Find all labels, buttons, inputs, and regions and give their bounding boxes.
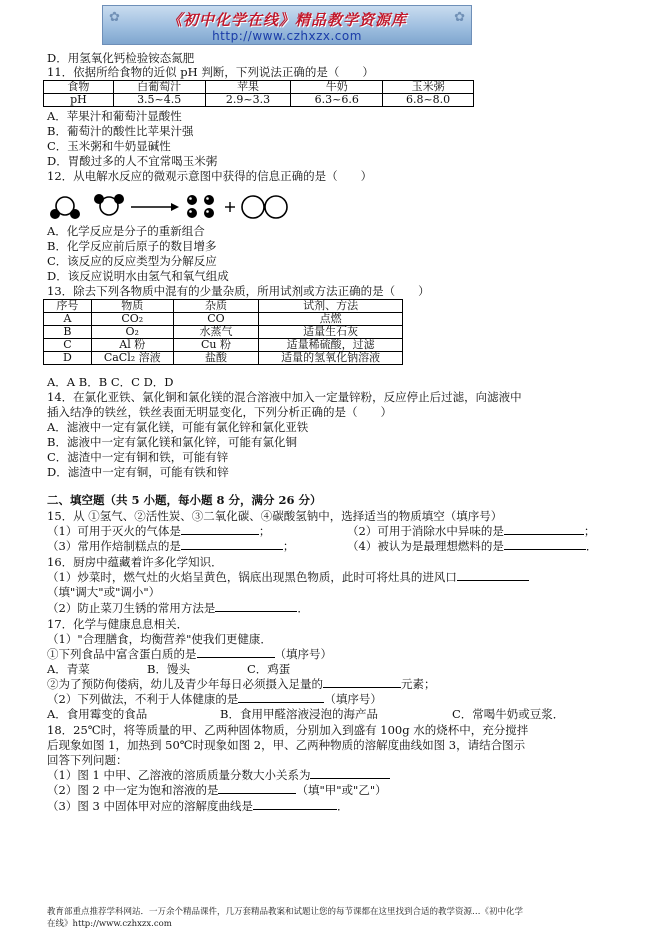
answer-blank[interactable] [197,647,275,658]
q17-stem: 17．化学与健康息息相关． [47,617,189,631]
q17-sub1-option-a: A．青菜 [47,662,90,676]
table-cell: 2.9~3.3 [205,94,291,107]
q14-option-c: C．滤渣中一定有铜和铁，可能有锌 [47,450,229,464]
watermark-glyph: ✿ [454,10,465,25]
q16-part2: （2）防止菜刀生锈的常用方法是 ． [47,601,309,615]
table-cell: 6.3~6.6 [291,94,383,107]
q12-option-a: A．化学反应是分子的重新组合 [47,224,205,238]
q11-option-b: B．葡萄汁的酸性比苹果汁强 [47,124,194,138]
answer-blank[interactable] [504,524,584,535]
q18-part3: （3）图 3 中固体甲对应的溶解度曲线是 ． [47,799,349,813]
q16-part1-hint: （填"调大"或"调小"） [47,585,161,599]
table-cell: 3.5~4.5 [113,94,205,107]
electrolysis-diagram [47,190,299,224]
answer-blank[interactable] [310,768,390,779]
answer-blank[interactable] [504,539,586,550]
answer-blank[interactable] [253,799,337,810]
table-cell: B [44,326,92,339]
q16-part2-text: （2）防止菜刀生锈的常用方法是 [47,601,216,615]
table-row [44,313,403,326]
table-cell: CO₂ [91,313,173,326]
q17-part2 [47,692,382,706]
banner-url[interactable]: http://www.czhxzx.com [212,29,362,43]
q12-option-c: C．该反应的反应类型为分解反应 [47,254,217,268]
q17-sub1-tail: （填序号） [274,647,332,661]
q11-option-d: D．胃酸过多的人不宜常喝玉米粥 [47,154,218,168]
q12-option-b: B．化学反应前后原子的数目增多 [47,239,217,253]
table-cell: 适量生石灰 [259,326,403,339]
q15-part3-text: （3）常用作焙制糕点的是 [47,539,181,553]
table-cell: Cu 粉 [173,339,259,352]
answer-blank[interactable] [181,524,259,535]
table-row [44,352,403,365]
q14-stem-line2: 插入结净的铁丝，铁丝表面无明显变化，下列分析正确的是（ ） [47,405,392,419]
q18-stem-line2: 后现象如图 1，加热到 50℃时现象如图 2，甲、乙两种物质的溶解度曲线如图 3，请结合图示 [47,738,526,752]
header-banner [102,5,472,45]
table-cell: 盐酸 [173,352,259,365]
q15-part2-text: （2）可用于消除水中异味的是 [347,524,504,538]
footer-line1: 教育部重点推荐学科网站．一万余个精品课件，几万套精品教案和试题让您的每节课都在这里找到合适的教学资源…《初中化学 [47,907,524,917]
q15-part4-text: （4）被认为是最理想燃料的是 [347,539,504,553]
table-cell: 食物 [44,81,114,94]
q17-part2-option-b: B．食用甲醛溶液浸泡的海产品 [220,707,378,721]
table-cell: A [44,313,92,326]
table-row [44,94,474,107]
q14-stem-line1: 14．在氯化亚铁、氯化铜和氯化镁的混合溶液中加入一定量锌粉，反应停止后过滤，向滤液中 [47,390,522,404]
q16-part1-text: （1）炒菜时，燃气灶的火焰呈黄色，锅底出现黑色物质，此时可将灶具的进风口 [47,570,457,584]
table-cell: 序号 [44,300,92,313]
table-cell: pH [44,94,114,107]
table-cell: 水蒸气 [173,326,259,339]
table-cell: 适量的氢氧化钠溶液 [259,352,403,365]
q18-part2 [47,783,387,797]
q18-part2-text: （2）图 2 中一定为饱和溶液的是 [47,783,219,797]
q17-sub2-text: ②为了预防佝偻病，幼儿及青少年每日必须摄入足量的 [47,677,323,691]
table-row [44,339,403,352]
q15-part4: （4）被认为是最理想燃料的是 ． [347,539,598,553]
table-cell: 适量稀硫酸，过滤 [259,339,403,352]
answer-blank[interactable] [218,783,296,794]
q11-ph-table [43,80,474,107]
table-cell: CaCl₂ 溶液 [91,352,173,365]
answer-blank[interactable] [457,570,529,581]
q17-sub2-tail: 元素； [401,677,436,691]
table-cell: 苹果 [205,81,291,94]
table-cell: C [44,339,92,352]
table-cell: Al 粉 [91,339,173,352]
q17-sub2 [47,677,436,691]
q11-stem: 11．依据所给食物的近似 pH 判断，下列说法正确的是（ ） [47,65,374,79]
q18-stem-line1: 18．25℃时，将等质量的甲、乙两种固体物质，分别加入到盛有 100g 水的烧杯中，充分搅拌 [47,723,529,737]
q13-options: A．A B．B C．C D．D [47,375,174,389]
footer-line2: 在线》http://www.czhxzx.com [47,919,172,929]
q11-option-c: C．玉米粥和牛奶显碱性 [47,139,171,153]
q13-table [43,299,403,365]
q18-part1 [47,768,390,782]
table-row [44,300,403,313]
table-cell: 玉米粥 [383,81,474,94]
q14-option-a: A．滤液中一定有氯化镁，可能有氯化锌和氯化亚铁 [47,420,309,434]
watermark-glyph: ✿ [109,10,120,25]
q17-part2-option-a: A．食用霉变的食品 [47,707,148,721]
q11-option-a: A．苹果汁和葡萄汁显酸性 [47,109,182,123]
q15-stem: 15．从 ①氢气、②活性炭、③二氧化碳、④碳酸氢钠中，选择适当的物质填空（填序号） [47,509,503,523]
table-cell: 6.8~8.0 [383,94,474,107]
table-cell: O₂ [91,326,173,339]
q17-part1: （1）"合理膳食，均衡营养"使我们更健康． [47,632,272,646]
answer-blank[interactable] [215,601,297,612]
table-row [44,81,474,94]
table-cell: 白葡萄汁 [113,81,205,94]
answer-blank[interactable] [323,677,401,688]
q18-part1-text: （1）图 1 中甲、乙溶液的溶质质量分数大小关系为 [47,768,311,782]
q17-part2-text: （2）下列做法，不利于人体健康的是 [47,692,239,706]
table-row [44,326,403,339]
table-cell: 物质 [91,300,173,313]
q14-option-d: D．滤渣中一定有铜，可能有铁和锌 [47,465,229,479]
q17-sub1-text: ①下列食品中富含蛋白质的是 [47,647,197,661]
q15-part2: （2）可用于消除水中异味的是 ； [347,524,596,538]
table-cell: 牛奶 [291,81,383,94]
q18-part2-tail: （填"甲"或"乙"） [296,783,387,797]
table-cell: D [44,352,92,365]
q16-stem: 16．厨房中蕴藏着许多化学知识． [47,555,223,569]
table-cell: 杂质 [173,300,259,313]
q10-option-d: D．用氢氧化钙检验铵态氮肥 [47,51,195,65]
q12-stem: 12．从电解水反应的微观示意图中获得的信息正确的是（ ） [47,169,373,183]
section-heading: 二、填空题（共 5 小题，每小题 8 分，满分 26 分） [47,493,322,507]
table-cell: 试剂、方法 [259,300,403,313]
q13-stem: 13．除去下列各物质中混有的少量杂质，所用试剂或方法正确的是（ ） [47,284,430,298]
answer-blank[interactable] [181,539,283,550]
q14-option-b: B．滤液中一定有氯化镁和氯化锌，可能有氯化铜 [47,435,297,449]
q18-stem-line3: 回答下列问题： [47,753,128,767]
q17-sub1 [47,647,332,661]
q15-part1: （1）可用于灭火的气体是 ； [47,524,271,538]
q18-part3-text: （3）图 3 中固体甲对应的溶解度曲线是 [47,799,253,813]
q17-sub1-option-b: B．馒头 [147,662,190,676]
table-cell: 点燃 [259,313,403,326]
q17-sub1-option-c: C．鸡蛋 [247,662,291,676]
answer-blank[interactable] [238,692,324,703]
q15-part1-text: （1）可用于灭火的气体是 [47,524,181,538]
page-footer [47,906,523,930]
q17-part2-option-c: C．常喝牛奶或豆浆． [452,707,565,721]
banner-title: 《初中化学在线》精品教学资源库 [166,11,407,29]
table-cell: CO [173,313,259,326]
q12-option-d: D．该反应说明水由氢气和氧气组成 [47,269,229,283]
q17-part2-tail: （填序号） [324,692,382,706]
q15-part3: （3）常用作焙制糕点的是 ； [47,539,295,553]
q16-part1 [47,570,529,584]
